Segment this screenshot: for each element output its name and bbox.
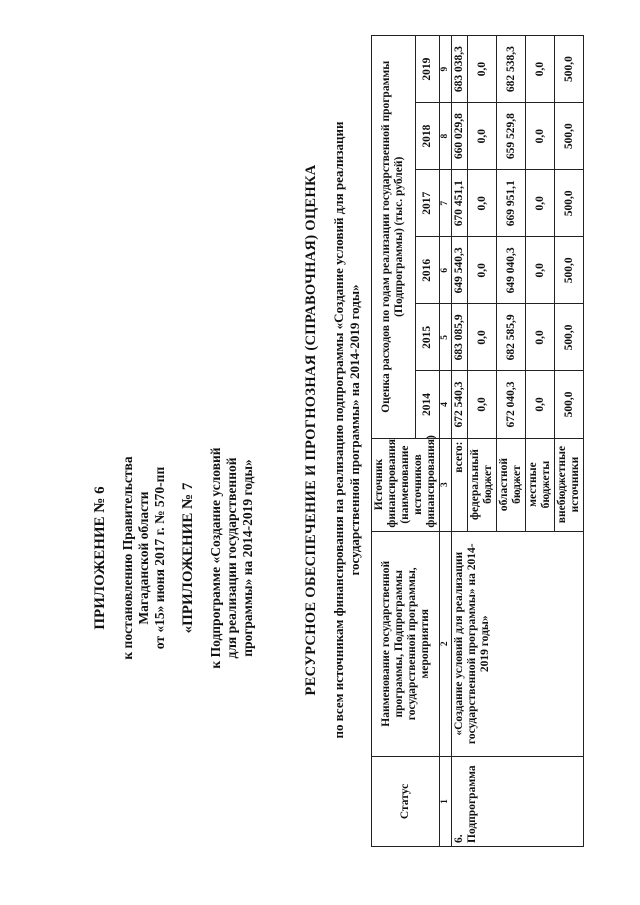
index-cell: 6 [440, 237, 452, 304]
source-cell: местные бюджеты [526, 438, 555, 531]
value-cell: 0,0 [526, 36, 555, 103]
document-subtitle [331, 50, 363, 810]
value-cell: 649 040,3 [497, 237, 526, 304]
table-index-row [440, 36, 452, 847]
value-cell: 0,0 [526, 103, 555, 170]
source-cell: всего: [452, 438, 468, 531]
appendix-number-2: «ПРИЛОЖЕНИЕ № 7 [180, 482, 196, 634]
source-cell: федеральный бюджет [468, 438, 497, 531]
index-cell: 5 [440, 304, 452, 371]
subprogram-line-1: к Подпрограмме «Создание условий [208, 447, 223, 669]
index-cell: 2 [440, 531, 452, 756]
appendix-number: ПРИЛОЖЕНИЕ № 6 [92, 486, 108, 630]
index-cell: 9 [440, 36, 452, 103]
value-cell: 670 451,1 [452, 170, 468, 237]
value-cell: 500,0 [555, 304, 584, 371]
decree-line-1: к постановлению Правительства [120, 456, 135, 660]
subprogram-line-2: для реализации государственной [224, 457, 239, 659]
index-cell: 7 [440, 170, 452, 237]
value-cell: 0,0 [526, 304, 555, 371]
header-year: 2014 [415, 371, 439, 438]
value-cell: 500,0 [555, 103, 584, 170]
value-cell: 0,0 [468, 103, 497, 170]
value-cell: 0,0 [526, 170, 555, 237]
table-row [452, 36, 468, 847]
value-cell: 659 529,8 [497, 103, 526, 170]
index-cell: 8 [440, 103, 452, 170]
header-year: 2017 [415, 170, 439, 237]
value-cell: 0,0 [468, 304, 497, 371]
value-cell: 682 538,3 [497, 36, 526, 103]
funding-table [371, 35, 584, 847]
header-year: 2019 [415, 36, 439, 103]
source-cell: внебюджетные источники [555, 438, 584, 531]
value-cell: 672 540,3 [452, 371, 468, 438]
decree-line-3: от «15» июня 2017 г. № 570-пп [152, 466, 167, 650]
header-year: 2015 [415, 304, 439, 371]
document-title: РЕСУРСНОЕ ОБЕСПЕЧЕНИЕ И ПРОГНОЗНАЯ (СПРАВОЧНАЯ) ОЦЕНКА [303, 164, 319, 696]
table-header-row [372, 36, 416, 847]
value-cell: 0,0 [468, 371, 497, 438]
value-cell: 500,0 [555, 371, 584, 438]
value-cell: 660 029,8 [452, 103, 468, 170]
value-cell: 0,0 [468, 237, 497, 304]
header-source: Источник финансирования (наименование источников финансирования) [372, 438, 440, 531]
value-cell: 649 540,3 [452, 237, 468, 304]
value-cell: 500,0 [555, 237, 584, 304]
status-cell: 6. Подпрограмма [452, 756, 584, 846]
subtitle-line-2: государственной программы» на 2014-2019 годы» [347, 284, 362, 576]
value-cell: 683 038,3 [452, 36, 468, 103]
subprogram-name-cell: «Создание условий для реализации государственной программы» на 2014-2019 годы» [452, 531, 584, 756]
index-cell: 1 [440, 756, 452, 846]
appendix-header [92, 408, 256, 708]
header-year: 2016 [415, 237, 439, 304]
value-cell: 500,0 [555, 36, 584, 103]
header-status: Статус [372, 756, 440, 846]
decree-line-2: Магаданской области [136, 491, 151, 625]
header-name: Наименование государственной программы, Подпрограммы государственной программы, мероприятия [372, 531, 440, 756]
value-cell: 669 951,1 [497, 170, 526, 237]
value-cell: 0,0 [526, 237, 555, 304]
source-cell: областной бюджет [497, 438, 526, 531]
value-cell: 682 585,9 [497, 304, 526, 371]
subprogram-line-3: программы» на 2014-2019 годы» [240, 459, 255, 657]
value-cell: 0,0 [468, 170, 497, 237]
subtitle-line-1: по всем источникам финансирования на реализацию подпрограммы «Создание условий для реализации [331, 121, 346, 739]
header-estimate: Оценка расходов по годам реализации государственной программы (Подпрограммы) (тыс. рублей) [372, 36, 416, 439]
header-year: 2018 [415, 103, 439, 170]
value-cell: 0,0 [526, 371, 555, 438]
value-cell: 672 040,3 [497, 371, 526, 438]
index-cell: 4 [440, 371, 452, 438]
index-cell: 3 [440, 438, 452, 531]
value-cell: 683 085,9 [452, 304, 468, 371]
value-cell: 0,0 [468, 36, 497, 103]
value-cell: 500,0 [555, 170, 584, 237]
